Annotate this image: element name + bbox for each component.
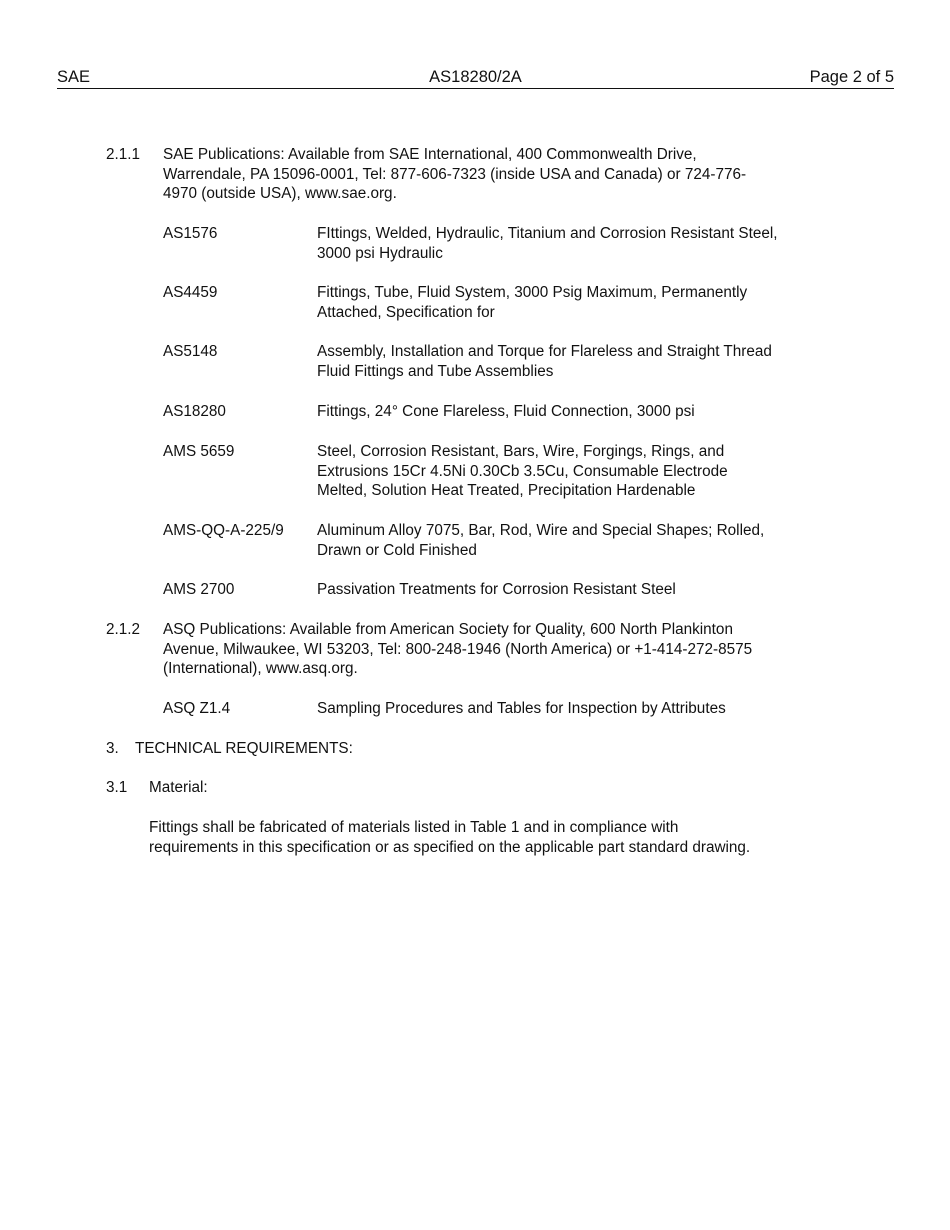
reference-title (317, 442, 847, 501)
reference-code: AS1576 (163, 225, 218, 242)
section-3-1-body (149, 818, 869, 857)
section-number: 2.1.2 (106, 621, 141, 638)
section-intro (163, 145, 863, 204)
intro-line: SAE Publications: Available from SAE International, 400 Commonwealth Drive, (163, 146, 697, 163)
header-doc-number: AS18280/2A (429, 68, 522, 86)
title-line: Steel, Corrosion Resistant, Bars, Wire, Forgings, Rings, and (317, 443, 725, 460)
reference-code: AS5148 (163, 343, 218, 360)
reference-title (317, 521, 847, 560)
title-line: Fittings, 24° Cone Flareless, Fluid Connection, 3000 psi (317, 403, 695, 420)
title-line: Extrusions 15Cr 4.5Ni 0.30Cb 3.5Cu, Consumable Electrode (317, 462, 728, 480)
page-header (57, 67, 894, 89)
intro-line: Avenue, Milwaukee, WI 53203, Tel: 800-248-1946 (North America) or +1-414-272-8575 (163, 640, 753, 658)
title-line: Fittings, Tube, Fluid System, 3000 Psig Maximum, Permanently (317, 284, 748, 301)
section-number: 2.1.1 (106, 146, 141, 163)
reference-code: AS4459 (163, 284, 218, 301)
body-line: Fittings shall be fabricated of materials listed in Table 1 and in compliance with (149, 819, 679, 836)
title-line: 3000 psi Hydraulic (317, 244, 443, 262)
title-line: Assembly, Installation and Torque for Flareless and Straight Thread (317, 343, 772, 360)
reference-code: AMS-QQ-A-225/9 (163, 522, 284, 539)
header-page-number: Page 2 of 5 (809, 68, 894, 86)
intro-line: Warrendale, PA 15096-0001, Tel: 877-606-7323 (inside USA and Canada) or 724-776- (163, 165, 747, 183)
title-line: Melted, Solution Heat Treated, Precipitation Hardenable (317, 482, 696, 500)
reference-title (317, 283, 847, 322)
title-line: Aluminum Alloy 7075, Bar, Rod, Wire and Special Shapes; Rolled, (317, 522, 765, 539)
section-title: TECHNICAL REQUIREMENTS: (135, 740, 353, 757)
title-line: Attached, Specification for (317, 303, 495, 321)
reference-code: ASQ Z1.4 (163, 700, 231, 717)
reference-code: AMS 5659 (163, 443, 235, 460)
header-org: SAE (57, 68, 91, 86)
title-line: Drawn or Cold Finished (317, 541, 477, 559)
section-intro (163, 620, 863, 679)
reference-title (317, 580, 847, 600)
title-line: Sampling Procedures and Tables for Inspection by Attributes (317, 700, 726, 717)
intro-line: ASQ Publications: Available from American Society for Quality, 600 North Plankinton (163, 621, 733, 638)
title-line: Passivation Treatments for Corrosion Resistant Steel (317, 581, 676, 598)
section-number: 3. (106, 740, 119, 757)
title-line: Fluid Fittings and Tube Assemblies (317, 362, 554, 380)
title-line: FIttings, Welded, Hydraulic, Titanium and Corrosion Resistant Steel, (317, 225, 778, 242)
reference-code: AMS 2700 (163, 581, 235, 598)
reference-title (317, 342, 847, 381)
reference-title (317, 224, 847, 263)
body-line: requirements in this specification or as specified on the applicable part standard drawing. (149, 838, 751, 856)
reference-title (317, 699, 847, 719)
intro-line: (International), www.asq.org. (163, 660, 358, 678)
section-title: Material: (149, 779, 208, 796)
reference-title (317, 402, 847, 422)
intro-line: 4970 (outside USA), www.sae.org. (163, 185, 397, 203)
section-number: 3.1 (106, 779, 128, 796)
reference-code: AS18280 (163, 403, 226, 420)
